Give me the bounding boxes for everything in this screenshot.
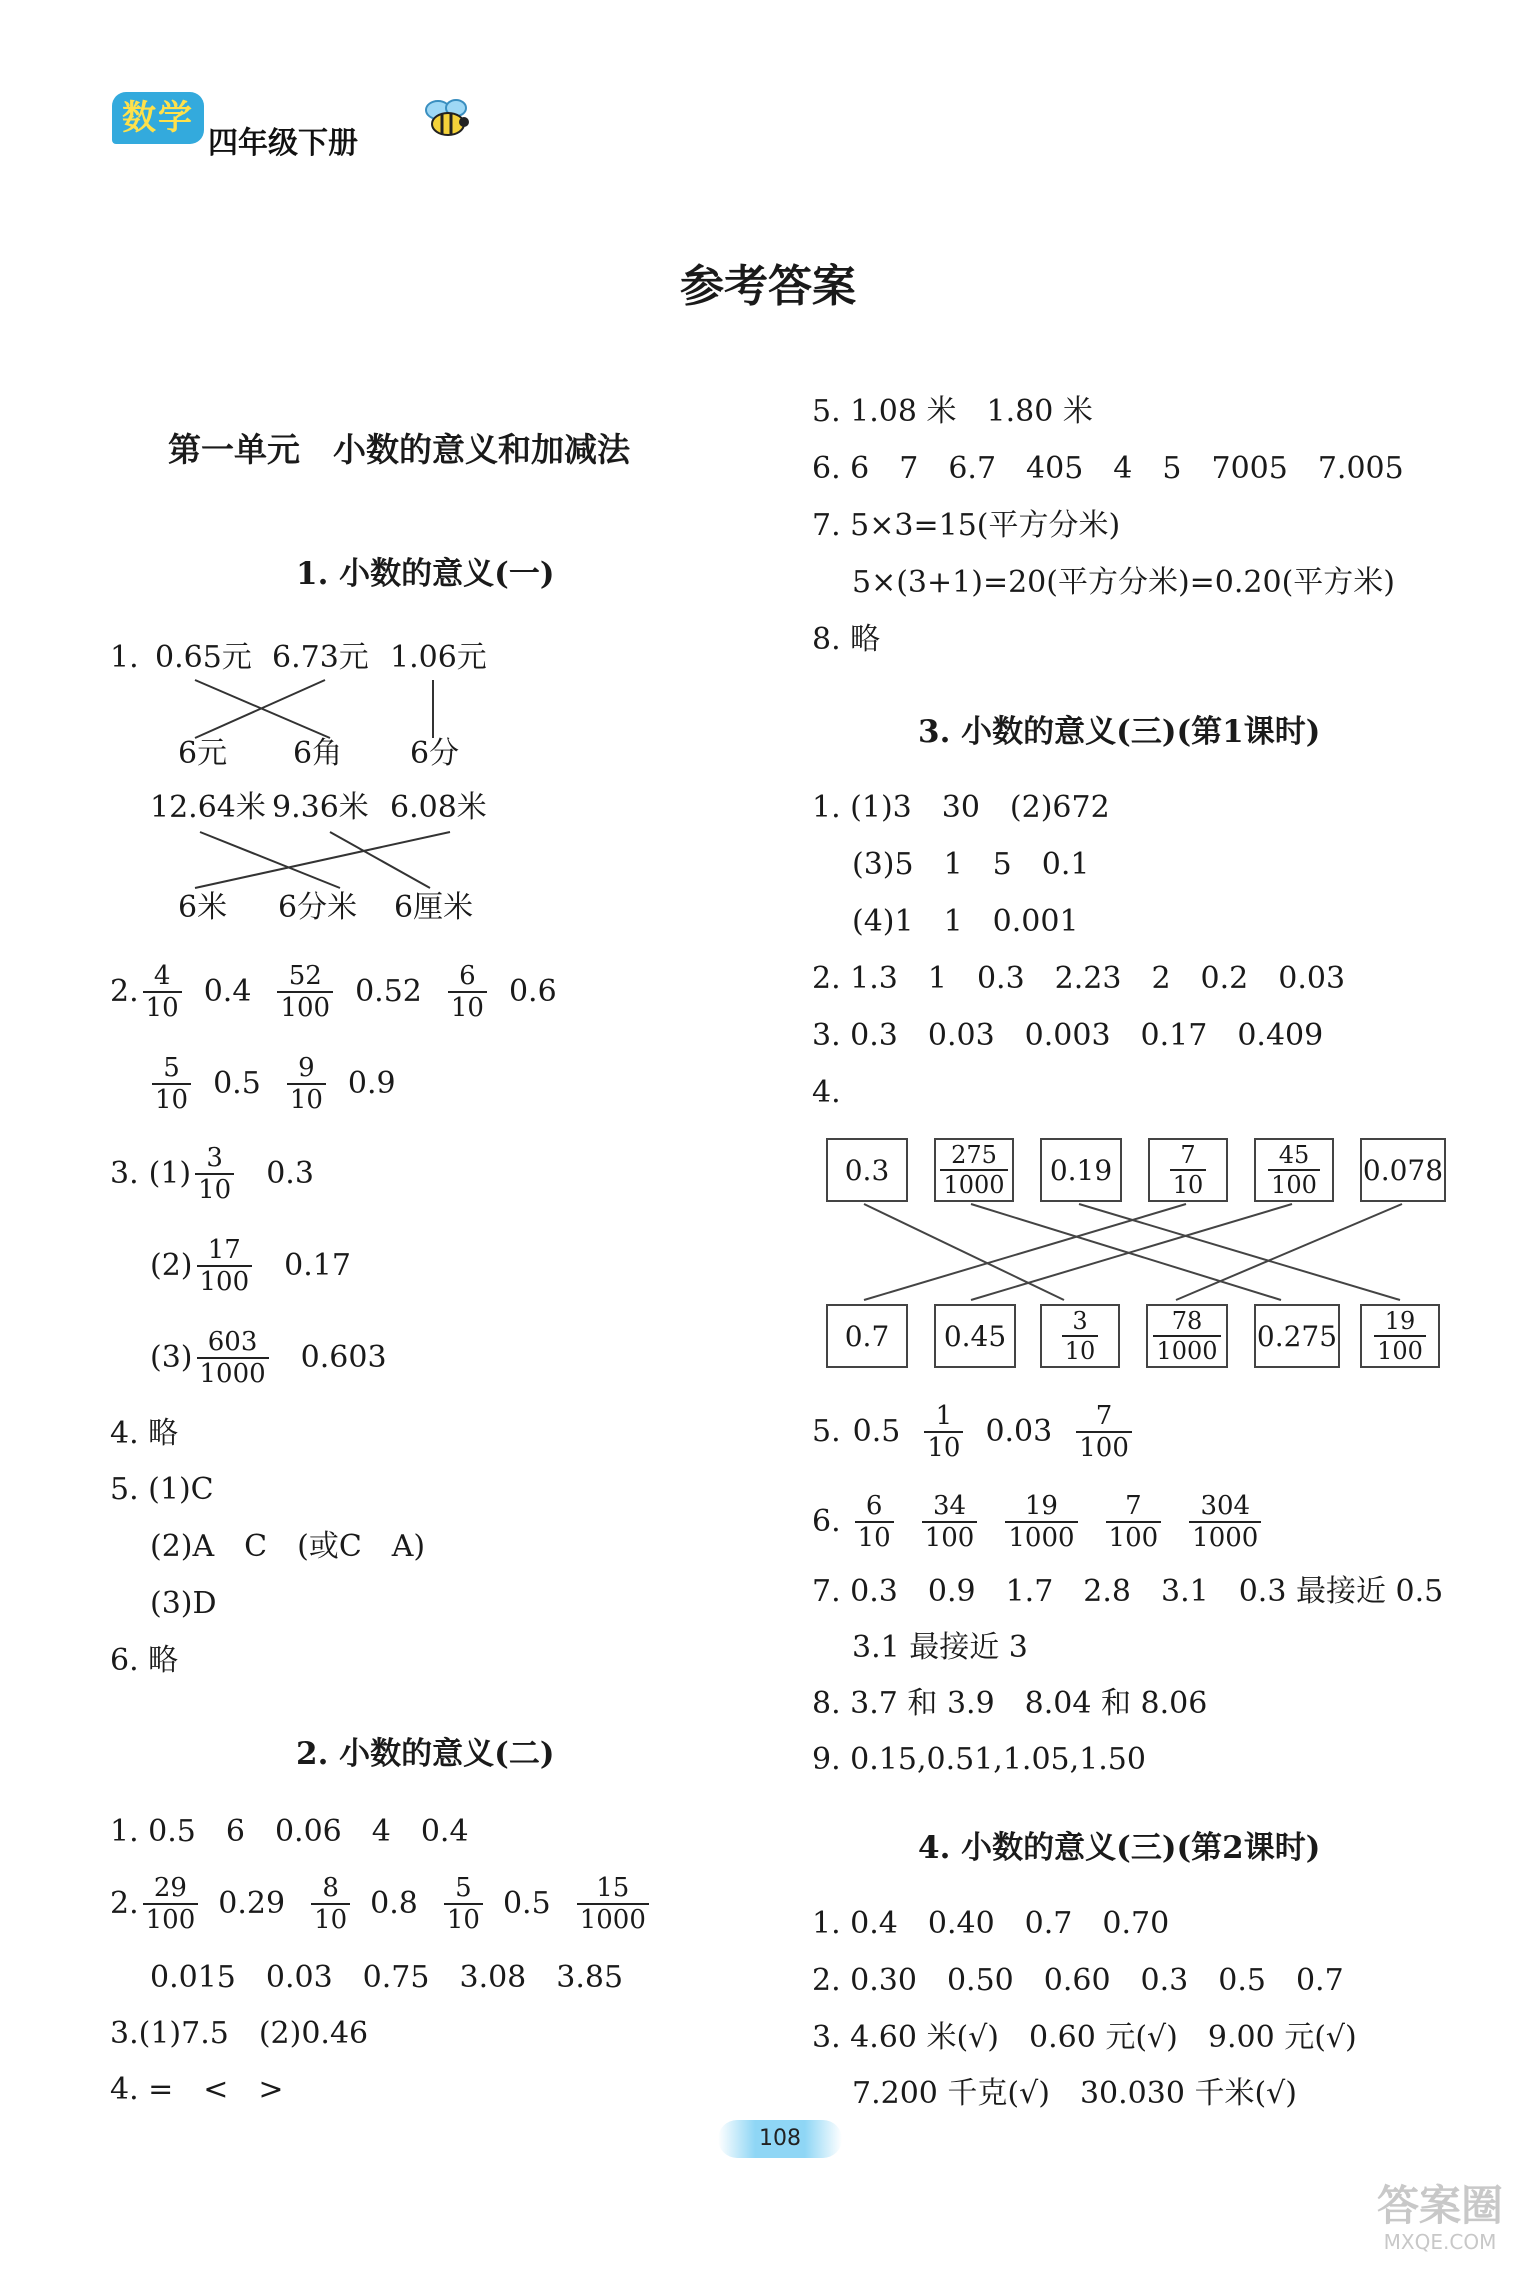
q1-label: 1.	[110, 640, 139, 675]
fraction: $\frac{603}{1000}$	[197, 1327, 269, 1389]
s3-q9: 9. 0.15,0.51,1.05,1.50	[812, 1742, 1146, 1777]
fraction: $\frac{8}{10}$	[311, 1873, 350, 1935]
fraction: $\frac{29}{100}$	[143, 1873, 199, 1935]
bee-icon	[418, 96, 480, 140]
unit-title: 第一单元 小数的意义和加减法	[168, 430, 630, 469]
page-number: 108	[718, 2120, 842, 2158]
match-top-2a: 12.64米	[150, 790, 266, 825]
s2-q2b: 0.015 0.03 0.75 3.08 3.85	[150, 1960, 624, 1995]
s3-q1c: (4)1 1 0.001	[852, 904, 1079, 939]
fraction: $\frac{6}{10}$	[855, 1491, 894, 1553]
grade-label: 四年级下册	[208, 126, 358, 161]
s3-q1b: (3)5 1 5 0.1	[852, 847, 1090, 882]
match-box-top: $\frac{7}{10}$	[1148, 1138, 1228, 1202]
s2-q1: 1. 0.5 6 0.06 4 0.4	[110, 1814, 469, 1849]
match-bottom-1c: 6分	[410, 736, 460, 771]
s2-q8: 8. 略	[812, 622, 881, 657]
match-top-1c: 1.06元	[390, 640, 487, 675]
section-2-heading: 2. 小数的意义(二)	[296, 1736, 555, 1772]
match-box-top: 0.3	[826, 1138, 908, 1202]
match-top-2b: 9.36米	[272, 790, 369, 825]
fraction: $\frac{15}{1000}$	[577, 1873, 649, 1935]
s4-q3a: 3. 4.60 米(√) 0.60 元(√) 9.00 元(√)	[812, 2020, 1357, 2055]
match-lines-boxes	[826, 1200, 1446, 1304]
s1-q4: 4. 略	[110, 1416, 179, 1451]
s2-q3: 3.(1)7.5 (2)0.46	[110, 2016, 369, 2051]
fraction: $\frac{7}{100}$	[1106, 1491, 1162, 1553]
subject-badge: 数学	[112, 92, 204, 144]
s4-q1: 1. 0.4 0.40 0.7 0.70	[812, 1906, 1170, 1941]
match-box-bottom: $\frac{78}{1000}$	[1146, 1304, 1228, 1368]
watermark-url: MXQE.COM	[1383, 2230, 1497, 2254]
fraction: $\frac{34}{100}$	[922, 1491, 978, 1553]
fraction: $\frac{304}{1000}$	[1189, 1491, 1261, 1553]
page-title: 参考答案	[680, 261, 856, 312]
s2-q5: 5. 1.08 米 1.80 米	[812, 394, 1093, 429]
s1-q6: 6. 略	[110, 1643, 179, 1678]
s2-q6: 6. 6 7 6.7 405 4 5 7005 7.005	[812, 451, 1404, 486]
fraction: $\frac{1}{10}$	[924, 1401, 963, 1463]
match-lines-2	[150, 828, 490, 894]
s1-q2-row1: 2. $\frac{4}{10}$ 0.4 $\frac{52}{100}$ 0.52 $\frac{6}{10}$ 0.6	[110, 961, 557, 1023]
match-box-bottom: $\frac{3}{10}$	[1040, 1304, 1120, 1368]
s3-q2: 2. 1.3 1 0.3 2.23 2 0.2 0.03	[812, 961, 1346, 996]
match-box-bottom: $\frac{19}{100}$	[1360, 1304, 1440, 1368]
match-box-top: 0.19	[1040, 1138, 1122, 1202]
s1-q5b: (2)A C (或C A)	[150, 1529, 426, 1564]
s2-q4: 4. = < >	[110, 2072, 284, 2107]
fraction: $\frac{7}{100}$	[1076, 1401, 1132, 1463]
fraction: $\frac{4}{10}$	[143, 961, 182, 1023]
s1-q5a: 5. (1)C	[110, 1472, 214, 1507]
s1-q3-row1: 3. (1) $\frac{3}{10}$ 0.3	[110, 1143, 314, 1205]
match-bottom-2b: 6分米	[278, 890, 358, 925]
s1-q3-row3: (3) $\frac{603}{1000}$ 0.603	[150, 1327, 387, 1389]
s3-q8: 8. 3.7 和 3.9 8.04 和 8.06	[812, 1686, 1208, 1721]
fraction: $\frac{52}{100}$	[277, 961, 333, 1023]
s1-q3-row2: (2) $\frac{17}{100}$ 0.17	[150, 1235, 351, 1297]
match-bottom-1a: 6元	[178, 736, 228, 771]
match-box-bottom: 0.275	[1254, 1304, 1340, 1368]
section-1-heading: 1. 小数的意义(一)	[296, 556, 555, 592]
fraction: $\frac{5}{10}$	[152, 1053, 191, 1115]
match-top-2c: 6.08米	[390, 790, 487, 825]
fraction: $\frac{6}{10}$	[448, 961, 487, 1023]
s2-q7a: 7. 5×3=15(平方分米)	[812, 508, 1121, 543]
match-top-1a: 0.65元	[155, 640, 252, 675]
watermark-logo: 答案圈	[1376, 2181, 1503, 2230]
match-bottom-2a: 6米	[178, 890, 228, 925]
match-box-top: $\frac{45}{100}$	[1254, 1138, 1334, 1202]
match-box-top: 0.078	[1360, 1138, 1446, 1202]
s3-q5: 5. 0.5 $\frac{1}{10}$ 0.03 $\frac{7}{100}$	[812, 1394, 1136, 1470]
s3-q7b: 3.1 最接近 3	[852, 1630, 1028, 1665]
match-box-top: $\frac{275}{1000}$	[934, 1138, 1014, 1202]
s3-q1a: 1. (1)3 30 (2)672	[812, 790, 1110, 825]
s2-q7b: 5×(3+1)=20(平方分米)=0.20(平方米)	[852, 565, 1396, 600]
fraction: $\frac{19}{1000}$	[1005, 1491, 1077, 1553]
fraction: $\frac{17}{100}$	[197, 1235, 253, 1297]
fraction: $\frac{3}{10}$	[195, 1143, 234, 1205]
match-box-bottom: 0.45	[934, 1304, 1016, 1368]
match-bottom-2c: 6厘米	[394, 890, 474, 925]
s3-q3: 3. 0.3 0.03 0.003 0.17 0.409	[812, 1018, 1324, 1053]
s3-q6: 6. $\frac{6}{10}$ $\frac{34}{100}$ $\frac{19}{1000}$ $\frac{7}{100}$ $\frac{304}{1000}$	[812, 1484, 1275, 1560]
watermark	[1350, 2182, 1530, 2254]
match-box-bottom: 0.7	[826, 1304, 908, 1368]
s1-q5c: (3)D	[150, 1586, 217, 1621]
s2-q2-row1: 2. $\frac{29}{100}$ 0.29 $\frac{8}{10}$ 0.8 $\frac{5}{10}$ 0.5 $\frac{15}{1000}$	[110, 1866, 653, 1942]
s3-q7a: 7. 0.3 0.9 1.7 2.8 3.1 0.3 最接近 0.5	[812, 1574, 1444, 1609]
match-top-1b: 6.73元	[272, 640, 369, 675]
s4-q3b: 7.200 千克(√) 30.030 千米(√)	[852, 2076, 1297, 2111]
s3-q4-label: 4.	[812, 1075, 841, 1110]
match-bottom-1b: 6角	[293, 736, 343, 771]
s1-q2-row2: $\frac{5}{10}$ 0.5 $\frac{9}{10}$ 0.9	[148, 1046, 396, 1122]
s4-q2: 2. 0.30 0.50 0.60 0.3 0.5 0.7	[812, 1963, 1344, 1998]
fraction: $\frac{5}{10}$	[444, 1873, 483, 1935]
fraction: $\frac{9}{10}$	[287, 1053, 326, 1115]
section-3-heading: 3. 小数的意义(三)(第1课时)	[918, 714, 1321, 750]
section-4-heading: 4. 小数的意义(三)(第2课时)	[918, 1830, 1321, 1866]
